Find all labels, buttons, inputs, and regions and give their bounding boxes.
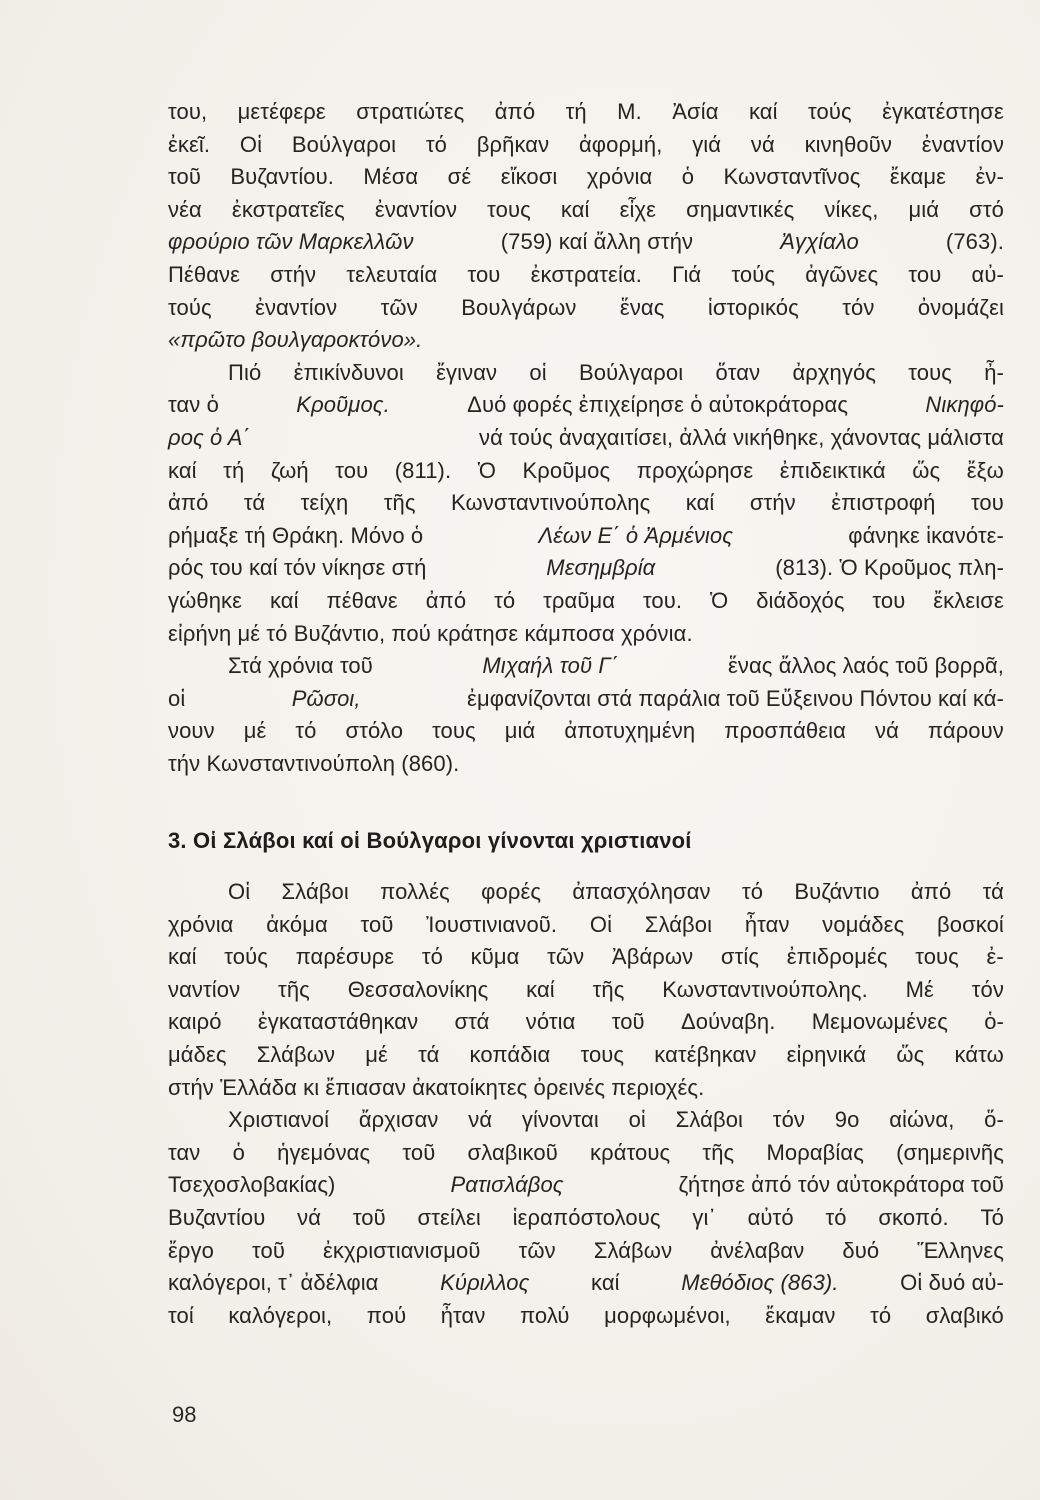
text-line: Πιό ἐπικίνδυνοι ἔγιναν οἱ Βούλγαροι ὅταν ἀρχηγός τους ἦ- [228, 359, 1004, 385]
text-line: ρος ὁ Α΄ νά τούς ἀναχαιτίσει, ἀλλά νικήθηκε, χάνοντας μάλιστα [168, 424, 1004, 450]
text-line: τοί καλόγεροι, πού ἦταν πολύ μορφωμένοι, ἔκαμαν τό σλαβικό [168, 1302, 1004, 1328]
text-line: του, μετέφερε στρατιώτες ἀπό τή Μ. Ἀσία καί τούς ἐγκατέστησε [168, 99, 1004, 124]
text-line: καιρό ἐγκαταστάθηκαν στά νότια τοῦ Δούναβη. Μεμονωμένες ὁ- [168, 1009, 1004, 1035]
text-line: Στά χρόνια τοῦ Μιχαήλ τοῦ Γ΄ ἕνας ἄλλος λαός τοῦ βορρᾶ, [228, 653, 1004, 679]
text-line: καί τούς παρέσυρε τό κῦμα τῶν Ἀβάρων στίς ἐπιδρομές τους ἐ- [168, 944, 1004, 970]
text-line: καί τή ζωή του (811). Ὁ Κροῦμος προχώρησε ἐπιδεικτικά ὥς ἔξω [168, 457, 1004, 483]
text-line: Οἱ Σλάβοι πολλές φορές ἀπασχόλησαν τό Βυζάντιο ἀπό τά [228, 879, 1004, 904]
text-line: «πρῶτο βουλγαροκτόνο». [168, 327, 423, 353]
text-line: εἰρήνη μέ τό Βυζάντιο, πού κράτησε κάμποσα χρόνια. [168, 620, 693, 646]
text-line: γώθηκε καί πέθανε ἀπό τό τραῦμα του. Ὁ διάδοχός του ἔκλεισε [168, 587, 1004, 613]
text-line: στήν Ἑλλάδα κι ἔπιασαν ἀκατοίκητες ὀρεινές περιοχές. [168, 1074, 705, 1100]
page-number: 98 [172, 1402, 197, 1427]
text-line: τήν Κωνσταντινούπολη (860). [168, 750, 460, 776]
text-line: φρούριο τῶν Μαρκελλῶν (759) καί ἄλλη στήν Ἀγχίαλο (763). [168, 229, 1004, 255]
text-line: Χριστιανοί ἄρχισαν νά γίνονται οἱ Σλάβοι τόν 9ο αἰώνα, ὅ- [228, 1107, 1004, 1133]
section-heading: 3. Οἱ Σλάβοι καί οἱ Βούλγαροι γίνονται χριστιανοί [168, 828, 692, 853]
text-line: ἀπό τά τείχη τῆς Κωνσταντινούπολης καί στήν ἐπιστροφή του [168, 490, 1004, 516]
text-line: νουν μέ τό στόλο τους μιά ἀποτυχημένη προσπάθεια νά πάρουν [168, 718, 1004, 744]
text-line: ναντίον τῆς Θεσσαλονίκης καί τῆς Κωνσταντινούπολης. Μέ τόν [168, 976, 1004, 1002]
text-line: ταν ὁ ἡγεμόνας τοῦ σλαβικοῦ κράτους τῆς Μοραβίας (σημερινῆς [168, 1139, 1004, 1165]
text-line: ρήμαξε τή Θράκη. Μόνο ὁ Λέων Ε΄ ὁ Ἀρμένιος φάνηκε ἱκανότε- [168, 522, 1004, 548]
text-line: καλόγεροι, τ᾽ ἀδέλφια Κύριλλος καί Μεθόδιος (863). Οἱ δυό αὐ- [168, 1270, 1004, 1296]
text-line: Τσεχοσλοβακίας) Ρατισλάβος ζήτησε ἀπό τόν αὐτοκράτορα τοῦ [168, 1172, 1004, 1198]
text-line: Βυζαντίου νά τοῦ στείλει ἱεραπόστολους γι᾽ αὐτό τό σκοπό. Τό [168, 1204, 1004, 1230]
top-text-block [168, 96, 1004, 780]
text-line: ἐκεῖ. Οἱ Βούλγαροι τό βρῆκαν ἀφορμή, γιά νά κινηθοῦν ἐναντίον [168, 131, 1004, 157]
text-line: νέα ἐκστρατεῖες ἐναντίον τους καί εἶχε σημαντικές νίκες, μιά στό [168, 196, 1004, 222]
text-line: ρός του καί τόν νίκησε στή Μεσημβρία (813). Ὁ Κροῦμος πλη- [168, 555, 1004, 581]
text-line: μάδες Σλάβων μέ τά κοπάδια τους κατέβηκαν εἰρηνικά ὥς κάτω [168, 1041, 1004, 1067]
text-line: τοῦ Βυζαντίου. Μέσα σέ εἴκοσι χρόνια ὁ Κωνσταντῖνος ἔκαμε ἐν- [168, 164, 1004, 190]
text-line: ταν ὁ Κροῦμος. Δυό φορές ἐπιχείρησε ὁ αὐτοκράτορας Νικηφό- [168, 392, 1004, 418]
text-line: ἔργο τοῦ ἐκχριστιανισμοῦ τῶν Σλάβων ἀνέλαβαν δυό Ἕλληνες [168, 1237, 1004, 1263]
text-line: οἱ Ρῶσοι, ἐμφανίζονται στά παράλια τοῦ Εὔξεινου Πόντου καί κά- [168, 685, 1004, 711]
text-line: χρόνια ἀκόμα τοῦ Ἰουστινιανοῦ. Οἱ Σλάβοι ἦταν νομάδες βοσκοί [168, 911, 1004, 937]
text-line: τούς ἐναντίον τῶν Βουλγάρων ἕνας ἱστορικός τόν ὀνομάζει [168, 294, 1004, 320]
bottom-text-block [168, 876, 1004, 1332]
text-line: Πέθανε στήν τελευταία του ἐκστρατεία. Γιά τούς ἀγῶνες του αὐ- [168, 261, 1004, 287]
